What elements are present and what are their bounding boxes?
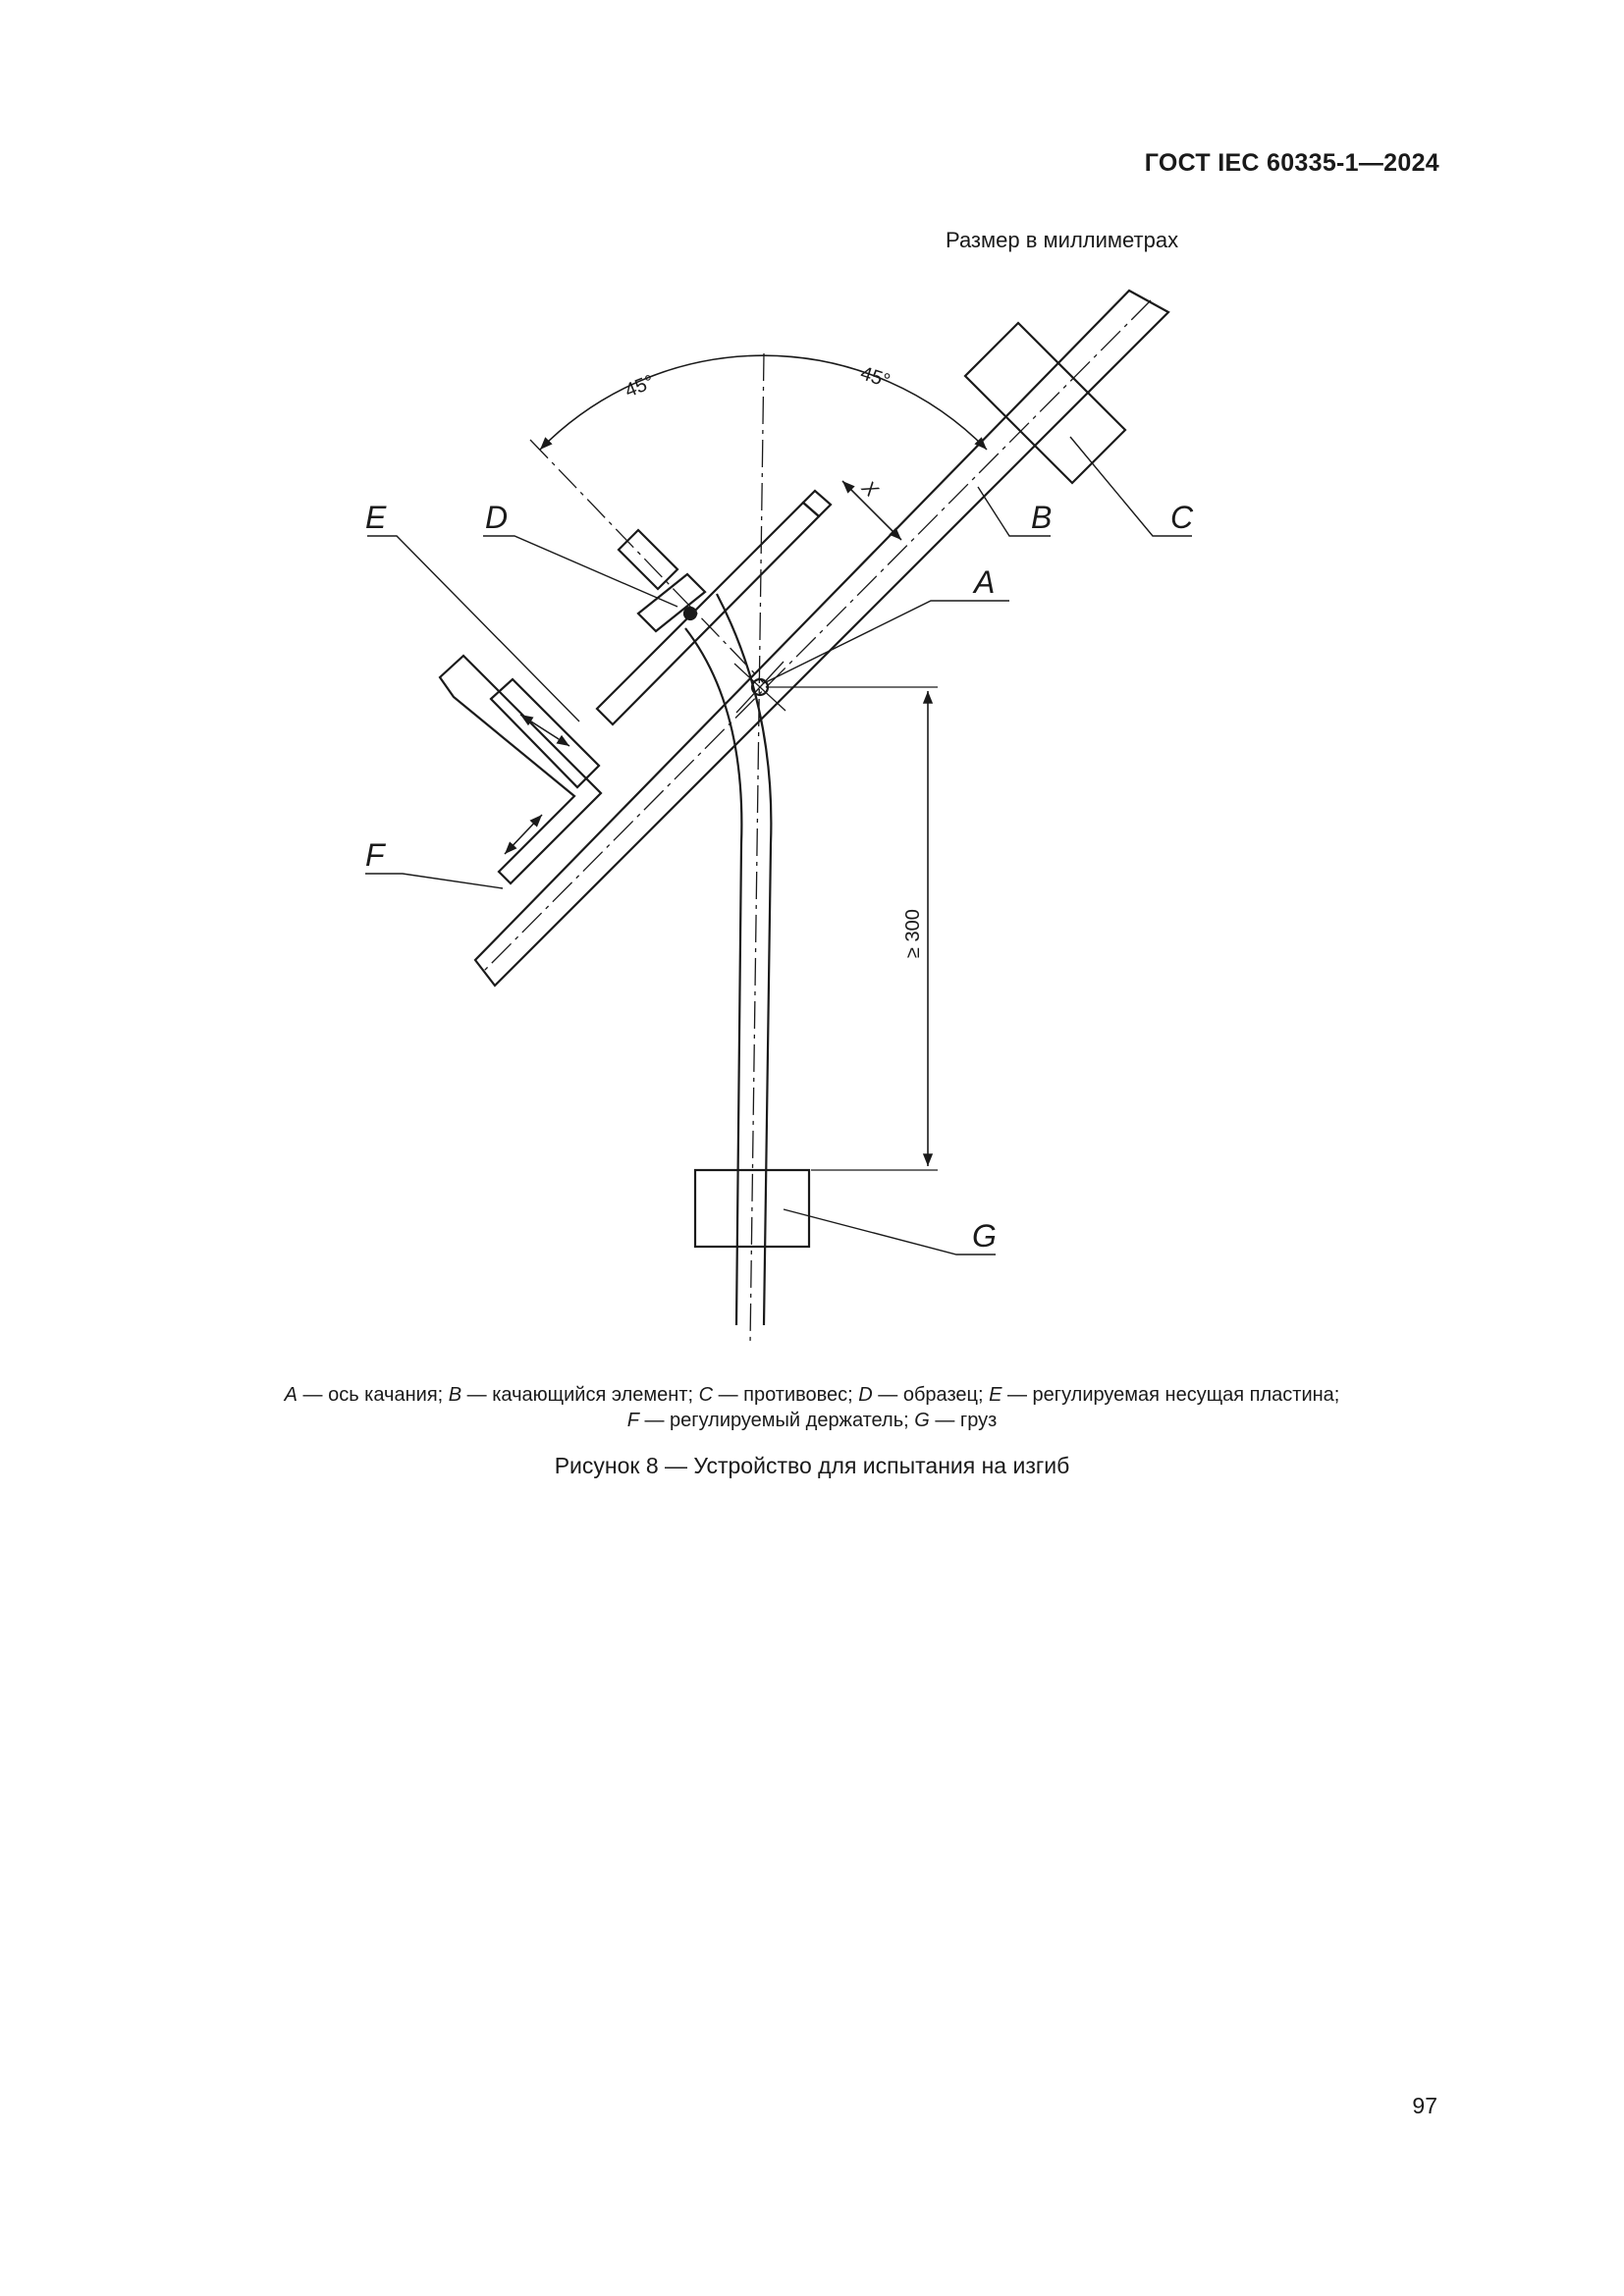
leader-D (483, 536, 677, 607)
page-header: ГОСТ IEC 60335-1—2024 (1144, 149, 1439, 177)
figure-legend (98, 1382, 1526, 1433)
legend-key-C: C (698, 1384, 714, 1406)
angle-label-left: 45° (622, 370, 658, 402)
leader-E (367, 536, 579, 721)
legend-key-A: A (284, 1384, 298, 1406)
clamp-upper (638, 574, 705, 631)
label-E: E (365, 500, 387, 535)
label-F: F (365, 837, 385, 873)
leader-F (365, 874, 503, 888)
legend-key-D: D (858, 1384, 873, 1406)
dimension-300-label: ≥ 300 (902, 909, 924, 958)
clamp-upper-pin (619, 530, 677, 589)
carrier-plate-tab (803, 491, 831, 516)
label-D: D (485, 500, 509, 535)
dimension-x-label: X (857, 476, 883, 502)
legend-text-G: — груз (929, 1410, 998, 1431)
swinging-member (475, 291, 1168, 986)
counterweight (965, 323, 1125, 483)
units-note: Размер в миллиметрах (946, 228, 1179, 252)
leader-G (784, 1209, 996, 1255)
label-A: A (974, 564, 996, 600)
figure-caption: Рисунок 8 — Устройство для испытания на изгиб (554, 1453, 1070, 1478)
legend-text-D: — образец; (872, 1384, 990, 1406)
label-G: G (972, 1218, 997, 1254)
legend-key-E: E (989, 1384, 1002, 1406)
specimen-left-edge (685, 628, 741, 1325)
carrier-plate (597, 503, 819, 724)
legend-line-1 (98, 1382, 1526, 1408)
legend-text-C: — противовес; (713, 1384, 859, 1406)
legend-text-E: — регулируемая несущая пластина; (1001, 1384, 1340, 1406)
legend-text-A: — ось качания; (297, 1384, 449, 1406)
leader-A (764, 601, 1009, 683)
label-B: B (1031, 500, 1053, 535)
legend-line-2 (98, 1408, 1526, 1433)
legend-key-B: B (448, 1384, 462, 1406)
label-C: C (1170, 500, 1194, 535)
legend-text-F: — регулируемый держатель; (638, 1410, 915, 1431)
angle-label-right: 45° (857, 362, 893, 393)
page-number: 97 (1412, 2093, 1437, 2118)
swinging-member-axis (483, 300, 1151, 972)
legend-key-G: G (914, 1410, 930, 1431)
angle-reference-line-left (530, 440, 764, 683)
legend-text-B: — качающийся элемент; (461, 1384, 699, 1406)
holder (440, 656, 601, 883)
vertical-centerline (750, 353, 764, 1345)
legend-key-F: F (626, 1410, 639, 1431)
specimen-contact (684, 608, 696, 619)
